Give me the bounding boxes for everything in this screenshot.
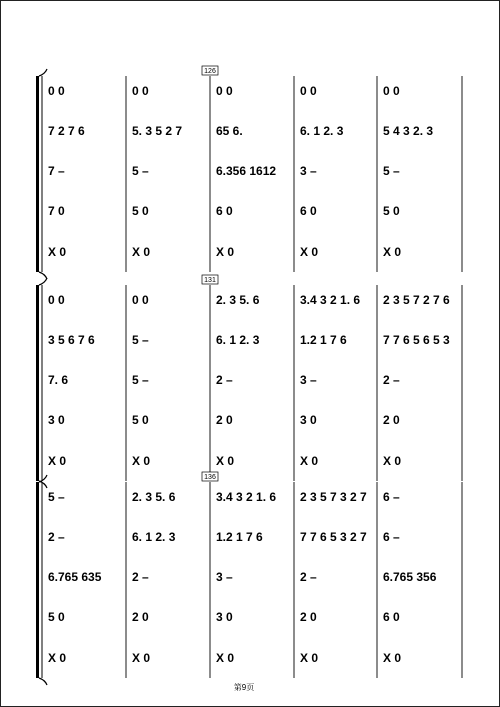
measure-cell: 3 5 6 7 6 <box>48 333 95 347</box>
measure-number: 126 <box>204 68 216 75</box>
measure-cell: 6 0 <box>383 610 400 624</box>
measure-cell: 5 4 3 2. 3 <box>383 124 434 138</box>
measure-cell: X 0 <box>300 651 319 665</box>
measure-cell: 0 0 <box>300 84 317 98</box>
measure-cell: 3 0 <box>216 610 233 624</box>
measure-cell: 65 6. <box>216 124 243 138</box>
measure-cell: 6.765 635 <box>48 570 102 584</box>
measure-cell: 6. 1 2. 3 <box>132 530 176 544</box>
measure-cell: 0 0 <box>48 293 65 307</box>
measure-cell: 5 – <box>48 490 65 504</box>
measure-cell: X 0 <box>300 454 319 468</box>
score-system <box>36 275 462 488</box>
measure-cell: 1.2 1 7 6 <box>300 333 347 347</box>
measure-number: 131 <box>204 277 216 284</box>
measure-cell: 0 0 <box>132 84 149 98</box>
measure-cell: 2 – <box>383 373 400 387</box>
measure-cell: 5 – <box>383 164 400 178</box>
measure-cell: 5. 3 5 2 7 <box>132 124 183 138</box>
system-bracket <box>36 482 39 678</box>
measure-cell: 2. 3 5. 6 <box>132 490 176 504</box>
measure-cell: 0 0 <box>216 84 233 98</box>
measure-cell: 2 0 <box>216 413 233 427</box>
bracket-hook <box>39 278 47 488</box>
measure-cell: 7 0 <box>48 204 65 218</box>
measure-cell: 7 7 6 5 6 5 3 <box>383 333 450 347</box>
score-system <box>36 472 462 685</box>
measure-cell: 3.4 3 2 1. 6 <box>216 490 277 504</box>
bracket-hook <box>39 475 47 685</box>
measure-cell: 2 3 5 7 3 2 7 <box>300 490 367 504</box>
measure-cell: X 0 <box>132 245 151 259</box>
measure-cell: 5 0 <box>132 413 149 427</box>
measure-cell: 6.765 356 <box>383 570 437 584</box>
bracket-hook <box>39 69 47 279</box>
measure-cell: 0 0 <box>383 84 400 98</box>
measure-cell: 2 0 <box>383 413 400 427</box>
measure-cell: 6 0 <box>216 204 233 218</box>
measure-cell: 2 – <box>216 373 233 387</box>
measure-cell: 2. 3 5. 6 <box>216 293 260 307</box>
measure-cell: 2 0 <box>300 610 317 624</box>
measure-cell: 3 0 <box>300 413 317 427</box>
measure-cell: 3 – <box>216 570 233 584</box>
measure-cell: 2 0 <box>132 610 149 624</box>
measure-number: 136 <box>204 474 216 481</box>
page-number: 第9页 <box>233 683 255 692</box>
measure-cell: 3 0 <box>48 413 65 427</box>
system-bracket <box>36 285 39 481</box>
measure-cell: 0 0 <box>132 293 149 307</box>
measure-cell: X 0 <box>300 245 319 259</box>
measure-cell: 6 0 <box>300 204 317 218</box>
measure-cell: 2 – <box>132 570 149 584</box>
measure-cell: X 0 <box>48 245 67 259</box>
measure-cell: 6 – <box>383 490 400 504</box>
measure-cell: 7 7 6 5 3 2 7 <box>300 530 367 544</box>
measure-cell: 7 2 7 6 <box>48 124 85 138</box>
measure-cell: 0 0 <box>48 84 65 98</box>
measure-cell: 5 – <box>132 333 149 347</box>
measure-cell: X 0 <box>48 454 67 468</box>
measure-cell: 7. 6 <box>48 373 69 387</box>
measure-cell: 7 – <box>48 164 65 178</box>
measure-cell: X 0 <box>383 454 402 468</box>
measure-cell: X 0 <box>132 651 151 665</box>
measure-cell: 5 – <box>132 164 149 178</box>
measure-cell: 5 – <box>132 373 149 387</box>
measure-cell: 1.2 1 7 6 <box>216 530 263 544</box>
measure-cell: X 0 <box>216 454 235 468</box>
measure-cell: 3.4 3 2 1. 6 <box>300 293 361 307</box>
measure-cell: 2 – <box>48 530 65 544</box>
measure-cell: 5 0 <box>132 204 149 218</box>
measure-cell: 5 0 <box>48 610 65 624</box>
measure-cell: 3 – <box>300 164 317 178</box>
measure-cell: X 0 <box>48 651 67 665</box>
system-bracket <box>36 76 39 272</box>
score-system <box>36 66 462 279</box>
measure-cell: 5 0 <box>383 204 400 218</box>
measure-cell: 6 – <box>383 530 400 544</box>
measure-cell: 2 – <box>300 570 317 584</box>
measure-cell: 2 3 5 7 2 7 6 <box>383 293 450 307</box>
measure-cell: 6.356 1612 <box>216 164 277 178</box>
measure-cell: X 0 <box>132 454 151 468</box>
measure-cell: X 0 <box>383 651 402 665</box>
measure-cell: 6. 1 2. 3 <box>216 333 260 347</box>
measure-cell: 3 – <box>300 373 317 387</box>
measure-cell: 6. 1 2. 3 <box>300 124 344 138</box>
measure-cell: X 0 <box>216 245 235 259</box>
measure-cell: X 0 <box>383 245 402 259</box>
measure-cell: X 0 <box>216 651 235 665</box>
